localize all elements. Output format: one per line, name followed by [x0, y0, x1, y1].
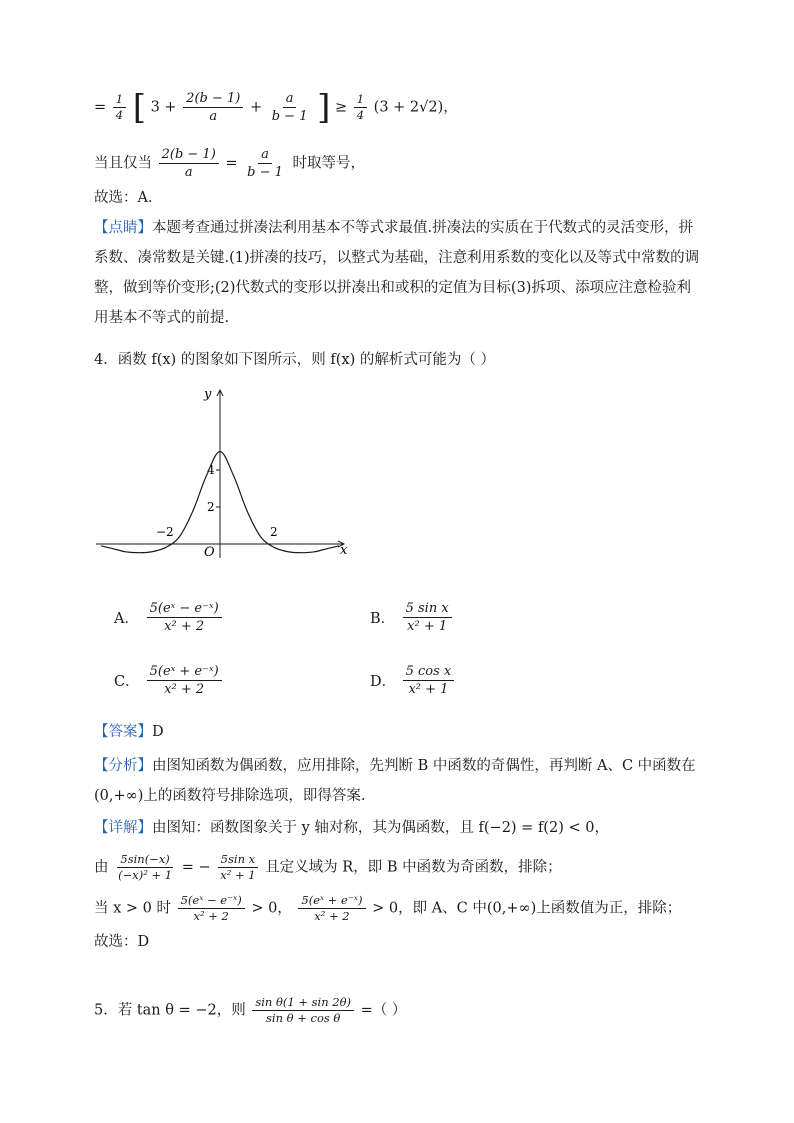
- y-tick-label: 4: [207, 463, 215, 477]
- choice-line: 故选：A．: [94, 190, 163, 206]
- quarter-fraction: $\frac{1}{4}$: [113, 92, 126, 123]
- fraction-a-over-b1: $\frac{a}{b - 1}$: [271, 91, 308, 124]
- xiangjie-tag: 【详解】: [94, 820, 152, 836]
- xiangjie-choice: 故选：D: [94, 934, 150, 950]
- dianjing-tag: 【点睛】: [94, 220, 152, 236]
- fenxi-text: 由图知函数为偶函数，应用排除，先判断 B 中函数的奇偶性，再判断 A、C 中函数在(0,+∞)上的函数符号排除选项，即得答案.: [94, 758, 696, 804]
- xiangjie-line-1: 【详解】由图知：函数图象关于 y 轴对称，其为偶函数，且 f(−2) = f(2) < 0，: [94, 820, 609, 836]
- fraction-2b1-over-a: $\frac{2(b - 1)}{a}$: [183, 90, 243, 125]
- option-b[interactable]: B． $\frac{\text{5 sin x}}{\text{x² + 1}}$: [370, 600, 454, 635]
- equality-condition-line: 当且仅当 $\frac{2(b - 1)}{a}$ = $\frac{a}{b - 1}$ 时取等号，: [94, 147, 366, 180]
- answer-value: D: [152, 724, 164, 740]
- fenxi-paragraph: [94, 751, 702, 811]
- xiangjie-line-3: 当 x > 0 时 $\frac{\text{5(eˣ − e⁻ˣ)}}{\text{x² + 2}}$ > 0， $\frac{\text{5(eˣ + e⁻ˣ)}}{\text{x² + 2}}$ > 0，即 A、C 中(0,+∞)上函数值为正，排除；: [94, 893, 682, 923]
- inequality-line: = $\frac{1}{4}$ [ 3 + $\frac{2(b - 1)}{a}$ + $\frac{a}{b - 1}$ ] ≥ $\frac{1}{4}$ (3 + 2√2)，: [94, 87, 458, 128]
- origin-label: O: [204, 545, 215, 560]
- answer-line: [94, 722, 164, 742]
- option-a[interactable]: A． $\frac{\text{5(eˣ − e⁻ˣ)}}{\text{x² + 2}}$: [114, 600, 224, 635]
- answer-tag: 【答案】: [94, 724, 152, 740]
- y-tick-label: 2: [207, 500, 215, 514]
- option-d[interactable]: D． $\frac{\text{5 cos x}}{\text{x² + 1}}$: [370, 663, 456, 698]
- equals-sign: =: [94, 99, 107, 116]
- x-axis-label: x: [340, 543, 348, 558]
- x-tick-label: 2: [270, 525, 278, 539]
- x-tick-label: −2: [156, 525, 174, 539]
- dianjing-text: 本题考查通过拼凑法利用基本不等式求最值.拼凑法的实质在于代数式的灵活变形，拼系数、凑常数是关键.(1)拼凑的技巧，以整式为基础，注意利用系数的变化以及等式中常数的调整，做到等价变形;(2)代数式的变形以拼凑出和或积的定值为目标(3)拆项、添项应注意检验利用基本不等式的前提.: [94, 220, 700, 326]
- y-axis-label: y: [204, 387, 212, 402]
- option-c[interactable]: C． $\frac{\text{5(eˣ + e⁻ˣ)}}{\text{x² + 2}}$: [114, 663, 224, 698]
- dianjing-paragraph: [94, 213, 702, 333]
- fraction-2b1-over-a: $\frac{2(b - 1)}{a}$: [159, 146, 219, 181]
- fraction-a-over-b1: $\frac{a}{b - 1}$: [247, 147, 283, 180]
- right-bracket: ]: [317, 87, 331, 128]
- function-graph: [94, 384, 356, 562]
- left-bracket: [: [132, 87, 146, 128]
- question-4-stem: 4．函数 f(x) 的图象如下图所示，则 f(x) 的解析式可能为（ ）: [94, 352, 495, 368]
- xiangjie-line-2: 由 $\frac{5\sin(-x)}{\text{(−x)² + 1}}$ = − $\frac{\text{5sin x}}{\text{x² + 1}}$ 且定义域为 R，即 B 中函数为奇函数，排除；: [94, 852, 562, 882]
- question-5-stem: 5．若 tan θ = −2，则 $\frac{\text{sin θ(1 + sin 2θ)}}{\text{sin θ + cos θ}}$ =（ ）: [94, 995, 407, 1025]
- quarter-fraction-2: $\frac{1}{4}$: [354, 92, 367, 123]
- fenxi-tag: 【分析】: [94, 758, 152, 774]
